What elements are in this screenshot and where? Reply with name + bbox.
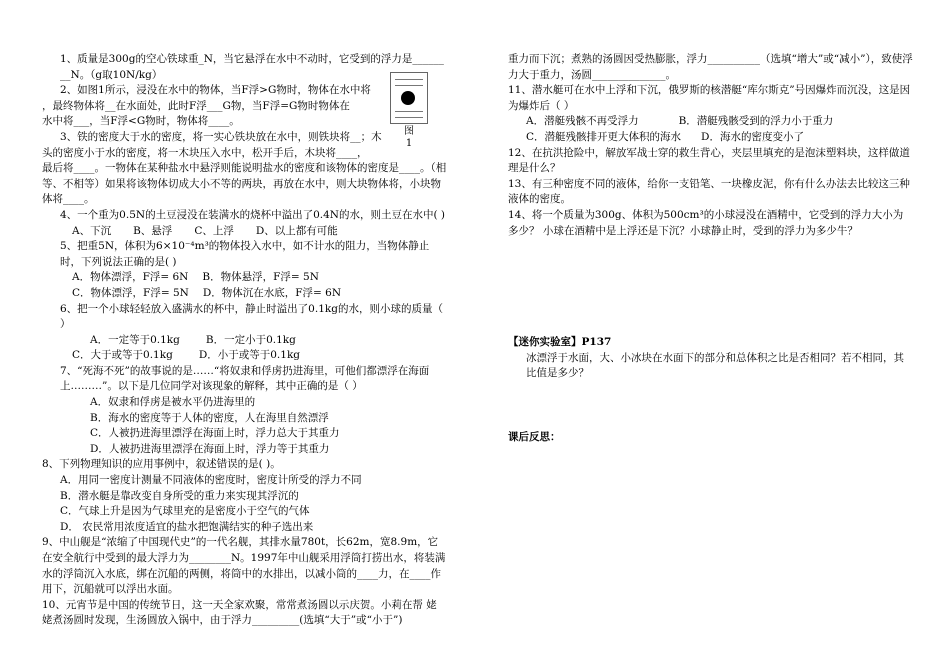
beaker-figure	[390, 72, 428, 124]
question-6: 6、把一个小球轻轻放入盛满水的杯中，静止时溢出了0.1kg的水，则小球的质量（ ）	[60, 302, 443, 331]
option: A．物体漂浮，F浮= 6N	[72, 271, 189, 284]
question-8-option-d: D． 农民常用浓度适宜的盐水把饱满结实的种子选出来	[60, 520, 314, 533]
question-8-option-a: A．用同一密度计测量不同液体的密度时，密度计所受的浮力不同	[60, 474, 362, 487]
option: C．大于或等于0.1kg	[72, 349, 173, 362]
lab-section-title: 【迷你实验室】P137	[508, 336, 612, 349]
spacer	[508, 382, 913, 430]
question-4-options	[42, 224, 447, 240]
question-1: 1、质量是300g的空心铁球重_N，当它悬浮在水中不动时，它受到的浮力是______ __N。（g取10N/kg）	[60, 53, 444, 81]
option: A．潜艇残骸不再受浮力	[526, 115, 639, 128]
water-line	[395, 85, 423, 86]
question-13: 13、有三种密度不同的液体，给你一支铅笔、一块橡皮泥，你有什么办法去比较这三种液体的密度。	[508, 177, 910, 206]
question-3-line-3: 最后将____。一物体在某种盐水中悬浮则能说明盐水的密度和该物体的密度是____。（相等、不相等）如果将该物体切成大小不等的两块，再放在水中，则大块物体将，小块物体将____。	[42, 162, 447, 206]
option: C．潜艇残骸排开更大体积的海水	[526, 130, 682, 143]
question-7-option-d: D．人被扔进海里漂浮在海面上时，浮力等于其重力	[90, 442, 330, 455]
lab-section-text: 冰漂浮于水面，大、小冰块在水面下的部分和总体积之比是否相同？若不相同，其比值是多少？	[526, 351, 904, 380]
option: B．一定小于0.1kg	[205, 333, 296, 346]
question-4: 4、一个重为0.5N的土豆浸没在装满水的烧杯中溢出了0.4N的水，则土豆在水中( )	[60, 208, 445, 221]
question-2-line-2: ，最终物体将__在水面处，此时F浮___G物，当F浮=G物时物体在	[42, 99, 350, 112]
question-7: 7、“死海不死”的故事说的是……“将奴隶和俘虏扔进海里，可他们都漂浮在海面上………”。以下是几位同学对该现象的解释，其中正确的是（ ）	[60, 364, 430, 393]
option: D．小于或等于0.1kg	[198, 349, 301, 362]
question-10-continued: 重力而下沉；煮熟的汤圆因受热膨胀，浮力__________（选填“增大”或“减小”），致使浮力大于重力，汤圆______________。	[508, 53, 913, 81]
question-14: 14、将一个质量为300g、体积为500cm³的小球浸没在酒精中，它受到的浮力大小为多少？ 小球在酒精中是上浮还是下沉？小球静止时，受到的浮力为多少牛？	[508, 208, 904, 237]
figure-caption: 图 1	[404, 126, 414, 149]
water-line	[395, 79, 423, 80]
question-7-option-c: C．人被扔进海里漂浮在海面上时，浮力总大于其重力	[90, 427, 340, 440]
question-6-options-row-1	[42, 333, 447, 349]
left-column	[42, 52, 447, 629]
question-5-options-row-1	[42, 270, 447, 286]
question-11-options-row-2	[508, 130, 913, 146]
option: A、下沉	[72, 224, 112, 237]
question-9: 9、中山舰是“浓缩了中国现代史”的一代名舰，其排水量780t，长62m，宽8.9m，它在安全航行中受到的最大浮力为________N。1997年中山舰采用浮筒打捞出水，将装满水的浮筒沉入水底，绑在沉船的两侧，将筒中的水排出，以减小筒的____力，在____作用下，沉船就可以浮出水面。	[42, 536, 446, 596]
water-line	[395, 117, 423, 118]
question-3-line-2: 头的密度小于水的密度，将一木块压入水中，松开手后，木块将____，	[42, 146, 368, 159]
question-5-options-row-2	[42, 286, 447, 302]
spacer	[508, 239, 913, 287]
water-line	[395, 111, 423, 112]
option: D、以上都有可能	[255, 224, 338, 237]
spacer	[508, 287, 913, 335]
submerged-object	[401, 91, 415, 105]
question-8-option-c: C．气球上升是因为气球里充的是密度小于空气的气体	[60, 505, 310, 518]
question-5: 5、把重5N，体积为6×10⁻⁴m³的物体投入水中，如不计水的阻力，当物体静止时，下列说法正确的是( )	[60, 240, 430, 268]
question-8-option-b: B．潜水艇是靠改变自身所受的重力来实现其浮沉的	[60, 489, 299, 502]
right-column	[508, 52, 913, 446]
reflection-heading: 课后反思：	[508, 430, 561, 443]
option: D．物体沉在水底，F浮= 6N	[202, 286, 342, 299]
question-2-line-1: 2、如图1所示，浸没在水中的物体，当F浮>G物时，物体在水中将	[60, 84, 371, 97]
question-3-line-1: 3、铁的密度大于水的密度，将一实心铁块放在水中，则铁块将__；木	[60, 130, 382, 143]
question-12: 12、在抗洪抢险中，解放军战士穿的救生背心，夹层里填充的是泡沫塑料块，这样做道理是什么？	[508, 146, 910, 175]
option: B．潜艇残骸受到的浮力小于重力	[678, 115, 834, 128]
option: C、上浮	[194, 224, 234, 237]
question-8: 8、下列物理知识的应用事例中，叙述错误的是( )。	[42, 458, 281, 471]
option: B．物体悬浮，F浮= 5N	[202, 271, 319, 284]
question-7-option-a: A．奴隶和俘虏是被水平仍进海里的	[90, 396, 256, 409]
question-6-options-row-2	[42, 348, 447, 364]
question-2-line-3: 水中将___，当F浮<G物时，物体将____。	[42, 115, 240, 128]
question-10: 10、元宵节是中国的传统节日，这一天全家欢聚，常常煮汤圆以示庆贺。小莉在帮 姥姥煮汤圆时发现，生汤圆放入锅中，由于浮力_________(选填“大于”或“小于”)	[42, 598, 437, 627]
question-11-options-row-1	[508, 114, 913, 130]
option: C．物体漂浮，F浮= 5N	[72, 286, 189, 299]
option: A．一定等于0.1kg	[90, 333, 180, 346]
question-7-option-b: B．海水的密度等于人体的密度，人在海里自然漂浮	[90, 411, 329, 424]
option: B、悬浮	[133, 224, 173, 237]
question-11: 11、潜水艇可在水中上浮和下沉，俄罗斯的核潜艇“库尔斯克”号因爆炸而沉没，这是因为爆炸后（ ）	[508, 84, 911, 112]
option: D．海水的密度变小了	[701, 130, 804, 143]
